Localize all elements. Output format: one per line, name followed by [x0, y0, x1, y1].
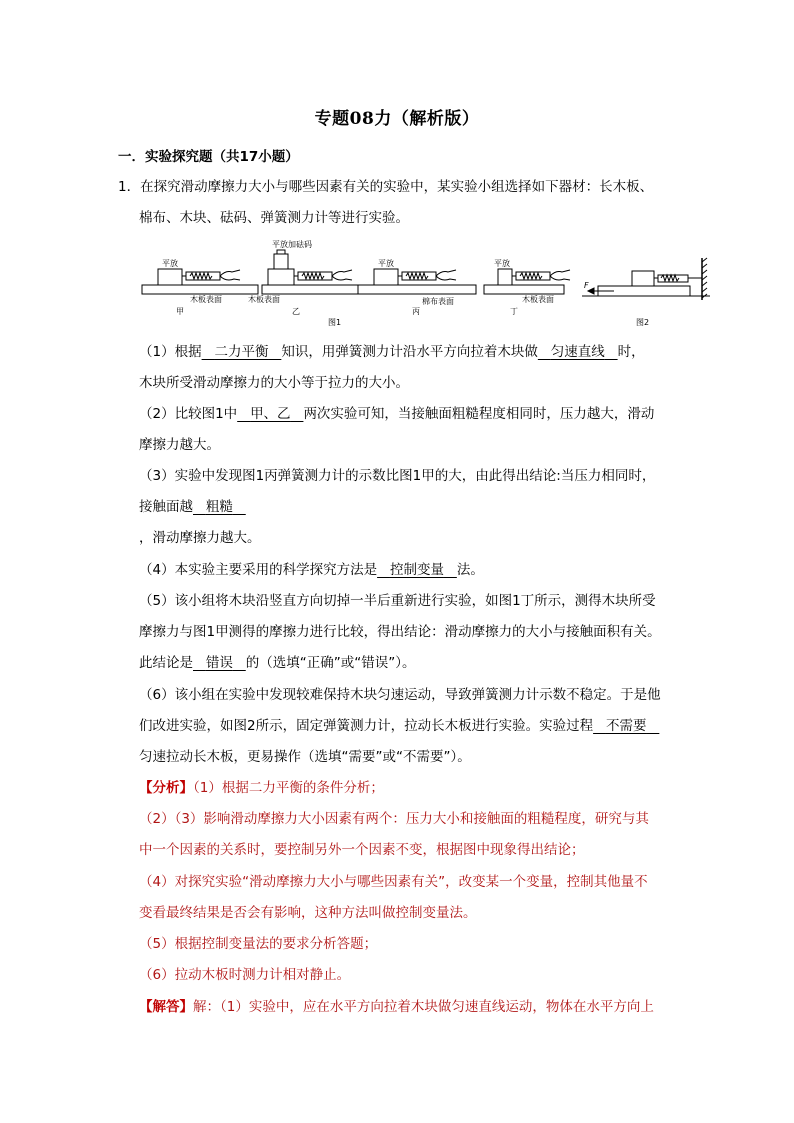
block-yi	[268, 269, 294, 285]
sub-question-5-line1: （5）该小组将木块沿竖直方向切掉一半后重新进行实验，如图1丁所示，测得木块所受	[139, 593, 656, 609]
experiment-figure	[136, 238, 712, 330]
question-stem-line2: 棉布、木块、砝码、弹簧测力计等进行实验。	[139, 210, 409, 226]
answer-blank-5: 控制变量	[389, 562, 444, 578]
sub-question-6-line2: 们改进实验，如图2所示，固定弹簧测力计，拉动长木板进行实验。实验过程 不需要	[139, 717, 659, 735]
label-pingfang-ding: 平放	[494, 259, 510, 268]
board-ding	[484, 285, 564, 294]
analysis-line1: 【分析】（1）根据二力平衡的条件分析；	[139, 780, 384, 796]
hand-ding	[550, 270, 570, 280]
sub-question-1-line1: （1）根据 二力平衡 知识，用弹簧测力计沿水平方向拉着木块做 匀速直线 时，	[139, 344, 645, 360]
block-bing	[374, 269, 398, 285]
sub-question-3-line2: 接触面越 粗糙	[139, 498, 246, 516]
sub-question-5-line3: 此结论是 错误 的（选填“正确”或“错误”）。	[139, 655, 416, 671]
sub-question-3-line3: ，滑动摩擦力越大。	[139, 530, 261, 546]
board-jia	[142, 285, 258, 294]
hand-yi	[332, 270, 352, 280]
label-muban-ding: 木板表面	[522, 295, 554, 304]
label-pingfang-jia: 平放	[162, 259, 178, 268]
sub-question-4: （4）本实验主要采用的科学探究方法是 控制变量 法。	[139, 562, 484, 578]
label-fig1: 图1	[328, 318, 342, 327]
analysis-line5: 变看最终结果是否会有影响，这种方法叫做控制变量法。	[139, 905, 477, 921]
answer-blank-1: 二力平衡	[214, 344, 269, 360]
label-yi: 乙	[292, 307, 300, 316]
answer-blank-2: 匀速直线	[550, 344, 605, 360]
label-pingfang-jiafama: 平放加砝码	[272, 240, 312, 249]
answer-tag: 【解答】	[139, 999, 193, 1015]
answer-blank-6: 错误	[205, 655, 233, 671]
sub-question-5-line2: 摩擦力与图1甲测得的摩擦力进行比较，得出结论：滑动摩擦力的大小与接触面积有关。	[139, 624, 661, 640]
label-muban-jia: 木板表面	[190, 295, 222, 304]
question-stem-line1: 1．在探究滑动摩擦力大小与哪些因素有关的实验中，某实验小组选择如下器材：长木板、	[118, 179, 654, 195]
block-ding	[498, 269, 512, 285]
analysis-line4: （4）对探究实验“滑动摩擦力大小与哪些因素有关”，改变某一个变量，控制其他量不	[139, 874, 648, 890]
hand-bing	[436, 270, 456, 280]
block-fig2	[632, 271, 654, 286]
page-title: 专题08力（解析版）	[314, 109, 480, 129]
analysis-line2: （2）（3）影响滑动摩擦力大小因素有两个：压力大小和接触面的粗糙程度，研究与其	[139, 811, 649, 827]
analysis-line3: 中一个因素的关系时，要控制另外一个因素不变，根据图中现象得出结论；	[139, 842, 585, 858]
sub-question-2-line2: 摩擦力越大。	[139, 437, 220, 453]
sub-question-3-line1: （3）实验中发现图1丙弹簧测力计的示数比图1甲的大，由此得出结论:当压力相同时，	[139, 468, 656, 484]
label-muban-yi: 木板表面	[248, 295, 280, 304]
analysis-tag: 【分析】	[139, 780, 193, 796]
section-heading: 一．实验探究题（共17小题）	[118, 149, 299, 165]
label-F: F	[584, 281, 589, 290]
sub-question-2-line1: （2）比较图1中 甲、乙 两次实验可知，当接触面粗糙程度相同时，压力越大，滑动	[139, 406, 655, 422]
weight-yi	[274, 254, 288, 269]
answer-line1: 【解答】解：（1）实验中，应在水平方向拉着木块做匀速直线运动，物体在水平方向上	[139, 999, 654, 1015]
sub-question-6-line3: 匀速拉动长木板，更易操作（选填“需要”或“不需要”）。	[139, 749, 471, 765]
label-jia: 甲	[176, 307, 184, 316]
block-jia	[158, 269, 182, 285]
sub-question-1-line2: 木块所受滑动摩擦力的大小等于拉力的大小。	[139, 375, 409, 391]
answer-blank-3: 甲、乙	[250, 406, 291, 422]
hand-jia	[220, 270, 240, 280]
analysis-line6: （5）根据控制变量法的要求分析答题；	[139, 936, 378, 952]
analysis-line7: （6）拉动木板时测力计相对静止。	[139, 967, 351, 983]
label-pingfang-bing: 平放	[378, 259, 394, 268]
sub-question-6-line1: （6）该小组在实验中发现较难保持木块匀速运动，导致弹簧测力计示数不稳定。于是他	[139, 687, 661, 703]
label-fig2: 图2	[636, 318, 650, 327]
board-bing	[358, 285, 476, 294]
label-ding: 丁	[510, 307, 518, 316]
label-bing: 丙	[412, 307, 420, 316]
answer-blank-4: 粗糙	[205, 499, 233, 515]
label-mianbu: 棉布表面	[422, 297, 454, 306]
answer-blank-7: 不需要	[605, 718, 647, 734]
